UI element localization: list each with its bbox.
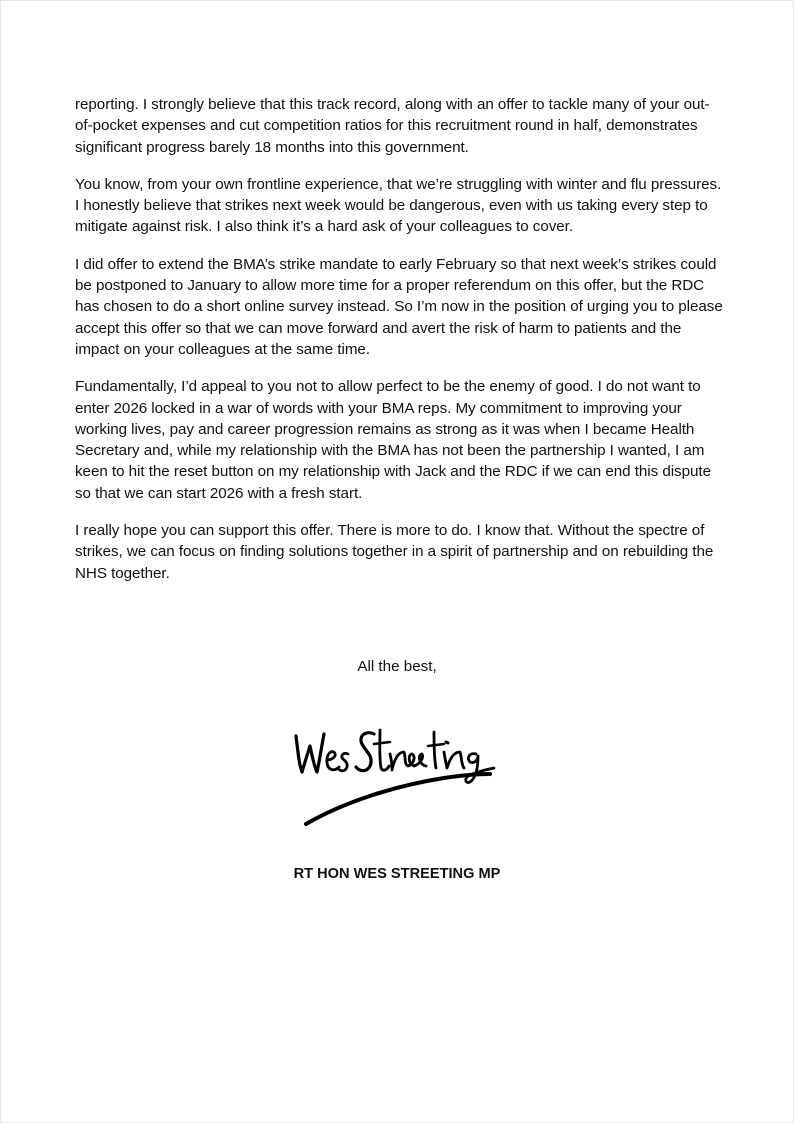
letter-body [75,94,723,600]
paragraph-1: reporting. I strongly believe that this track record, along with an offer to tackle many of your out-of-pocket expenses and cut competition ratios for this recruitment round in half, demonstrates significant progress barely 18 months into this government. [75,96,710,156]
paragraph-3: I did offer to extend the BMA’s strike mandate to early February so that next week’s strikes could be postponed to January to allow more time for a proper referendum on this offer, but the RDC has chosen to do a short online survey instead. So I’m now in the position of urging you to please accept this offer so that we can move forward and avert the risk of harm to patients and the impact on your colleagues at the same time. [75,255,723,358]
paragraph-2: You know, from your own frontline experience, that we’re struggling with winter and flu pressures. I honestly believe that strikes next week would be dangerous, even with us taking every step to mitigate against risk. I also think it’s a hard ask of your colleagues to cover. [75,175,722,236]
signoff: All the best, [357,658,437,675]
signatory-name: RT HON WES STREETING MP [293,866,501,882]
paragraph-5: I really hope you can support this offer. There is more to do. I know that. Without the spectre of strikes, we can focus on finding solutions together in a spirit of partnership and on rebuilding the NHS together. [75,522,714,582]
paragraph-4: Fundamentally, I’d appeal to you not to allow perfect to be the enemy of good. I do not want to enter 2026 locked in a war of words with your BMA reps. My commitment to improving your working lives, pay and career progression remains as strong as it was when I became Health Secretary and, while my relationship with the BMA has not been the partnership I wanted, I am keen to hit the reset button on my relationship with Jack and the RDC if we can end this dispute so that we can start 2026 with a fresh start. [75,378,711,502]
signature [284,712,514,842]
